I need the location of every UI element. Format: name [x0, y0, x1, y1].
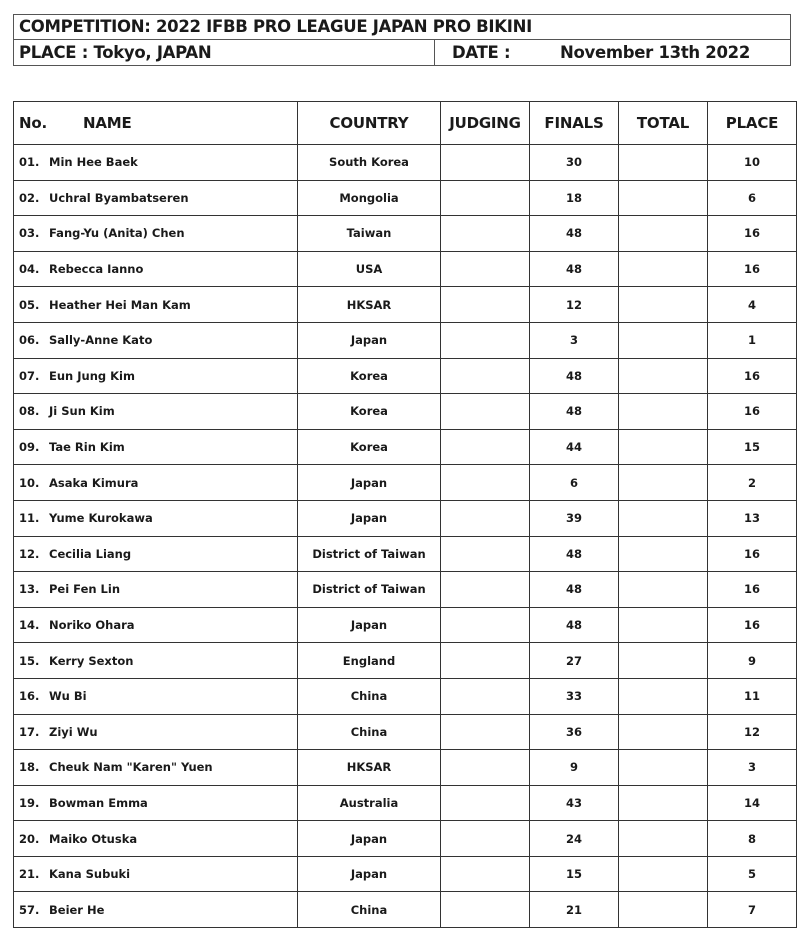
cell-country: HKSAR [298, 287, 441, 323]
competitor-name: Cheuk Nam "Karen" Yuen [49, 760, 213, 775]
competitor-name: Noriko Ohara [49, 618, 135, 633]
table-row [14, 643, 797, 679]
competitor-number: 14. [19, 618, 40, 633]
cell-finals: 43 [530, 785, 619, 821]
competitor-name: Min Hee Baek [49, 155, 138, 170]
cell-judging [441, 180, 530, 216]
cell-place: 2 [708, 465, 797, 501]
cell-total [619, 607, 708, 643]
competitor-number: 04. [19, 262, 40, 277]
cell-name [14, 429, 298, 465]
cell-finals: 48 [530, 251, 619, 287]
competitor-number: 06. [19, 333, 40, 348]
table-row [14, 821, 797, 857]
table-row [14, 892, 797, 928]
cell-place: 3 [708, 750, 797, 786]
cell-place: 9 [708, 643, 797, 679]
competitor-number: 57. [19, 902, 40, 917]
cell-finals: 24 [530, 821, 619, 857]
cell-country: Japan [298, 465, 441, 501]
cell-country: China [298, 714, 441, 750]
cell-place: 6 [708, 180, 797, 216]
cell-judging [441, 643, 530, 679]
cell-judging [441, 145, 530, 181]
cell-judging [441, 322, 530, 358]
cell-name [14, 714, 298, 750]
cell-place: 10 [708, 145, 797, 181]
results-body [14, 145, 797, 928]
column-header-place: PLACE [708, 102, 797, 145]
table-row [14, 750, 797, 786]
date-value: November 13th 2022 [560, 43, 751, 62]
cell-name [14, 287, 298, 323]
table-row [14, 572, 797, 608]
cell-place: 16 [708, 572, 797, 608]
cell-total [619, 856, 708, 892]
cell-name [14, 358, 298, 394]
table-row [14, 180, 797, 216]
table-row [14, 856, 797, 892]
cell-finals: 39 [530, 500, 619, 536]
table-row [14, 322, 797, 358]
cell-name [14, 821, 298, 857]
cell-name [14, 322, 298, 358]
cell-country: District of Taiwan [298, 572, 441, 608]
competition-title: COMPETITION: 2022 IFBB PRO LEAGUE JAPAN PRO BIKINI [14, 15, 790, 40]
cell-total [619, 500, 708, 536]
cell-judging [441, 465, 530, 501]
cell-name [14, 251, 298, 287]
competitor-number: 11. [19, 511, 40, 526]
cell-finals: 27 [530, 643, 619, 679]
competitor-name: Ziyi Wu [49, 724, 98, 739]
competitor-name: Heather Hei Man Kam [49, 297, 191, 312]
cell-name [14, 145, 298, 181]
cell-country: Japan [298, 821, 441, 857]
cell-total [619, 358, 708, 394]
cell-country: USA [298, 251, 441, 287]
cell-finals: 9 [530, 750, 619, 786]
cell-total [619, 572, 708, 608]
competitor-number: 16. [19, 689, 40, 704]
cell-judging [441, 678, 530, 714]
cell-name [14, 536, 298, 572]
competitor-number: 12. [19, 546, 40, 561]
cell-total [619, 785, 708, 821]
cell-finals: 44 [530, 429, 619, 465]
cell-judging [441, 572, 530, 608]
cell-total [619, 394, 708, 430]
competitor-number: 20. [19, 831, 40, 846]
cell-country: Japan [298, 607, 441, 643]
competitor-name: Beier He [49, 902, 105, 917]
competitor-number: 21. [19, 867, 40, 882]
cell-finals: 36 [530, 714, 619, 750]
cell-judging [441, 892, 530, 928]
date-label: DATE : [452, 43, 511, 62]
cell-country: Korea [298, 429, 441, 465]
competitor-name: Uchral Byambatseren [49, 190, 189, 205]
cell-judging [441, 358, 530, 394]
cell-finals: 12 [530, 287, 619, 323]
cell-finals: 15 [530, 856, 619, 892]
cell-judging [441, 429, 530, 465]
cell-total [619, 465, 708, 501]
cell-country: District of Taiwan [298, 536, 441, 572]
cell-total [619, 536, 708, 572]
cell-judging [441, 394, 530, 430]
competitor-number: 09. [19, 440, 40, 455]
table-row [14, 465, 797, 501]
cell-judging [441, 856, 530, 892]
competitor-number: 05. [19, 297, 40, 312]
cell-total [619, 678, 708, 714]
cell-country: Korea [298, 394, 441, 430]
cell-country: Australia [298, 785, 441, 821]
competitor-number: 18. [19, 760, 40, 775]
column-header-country: COUNTRY [298, 102, 441, 145]
cell-name [14, 892, 298, 928]
competitor-number: 10. [19, 475, 40, 490]
cell-place: 11 [708, 678, 797, 714]
cell-judging [441, 714, 530, 750]
cell-finals: 48 [530, 607, 619, 643]
cell-finals: 48 [530, 216, 619, 252]
cell-name [14, 750, 298, 786]
cell-total [619, 180, 708, 216]
cell-name [14, 180, 298, 216]
table-row [14, 394, 797, 430]
column-header-finals: FINALS [530, 102, 619, 145]
cell-country: South Korea [298, 145, 441, 181]
cell-name [14, 216, 298, 252]
competition-place: PLACE : Tokyo, JAPAN [14, 40, 435, 65]
cell-country: Japan [298, 856, 441, 892]
cell-total [619, 750, 708, 786]
cell-total [619, 287, 708, 323]
table-row [14, 145, 797, 181]
table-row [14, 216, 797, 252]
column-header-name [14, 102, 298, 145]
cell-country: England [298, 643, 441, 679]
cell-place: 5 [708, 856, 797, 892]
competitor-name: Fang-Yu (Anita) Chen [49, 226, 185, 241]
cell-finals: 48 [530, 358, 619, 394]
cell-country: Taiwan [298, 216, 441, 252]
competitor-name: Cecilia Liang [49, 546, 132, 561]
competitor-number: 17. [19, 724, 40, 739]
competitor-name: Bowman Emma [49, 795, 148, 810]
competitor-name: Rebecca Ianno [49, 262, 144, 277]
competitor-name: Kana Subuki [49, 867, 131, 882]
cell-finals: 18 [530, 180, 619, 216]
cell-finals: 21 [530, 892, 619, 928]
place-date-row [14, 40, 790, 65]
cell-country: Korea [298, 358, 441, 394]
competitor-number: 13. [19, 582, 40, 597]
cell-total [619, 251, 708, 287]
cell-place: 15 [708, 429, 797, 465]
cell-place: 12 [708, 714, 797, 750]
cell-place: 13 [708, 500, 797, 536]
competitor-name: Tae Rin Kim [49, 440, 125, 455]
cell-judging [441, 607, 530, 643]
column-header-name-label: NAME [83, 114, 132, 132]
competitor-number: 01. [19, 155, 40, 170]
cell-finals: 33 [530, 678, 619, 714]
table-row [14, 358, 797, 394]
competitor-name: Ji Sun Kim [49, 404, 115, 419]
cell-place: 7 [708, 892, 797, 928]
table-row [14, 500, 797, 536]
table-row [14, 429, 797, 465]
competitor-number: 03. [19, 226, 40, 241]
cell-finals: 48 [530, 394, 619, 430]
cell-place: 16 [708, 394, 797, 430]
cell-judging [441, 785, 530, 821]
cell-country: HKSAR [298, 750, 441, 786]
column-header-no: No. [19, 114, 47, 132]
cell-name [14, 643, 298, 679]
cell-country: Japan [298, 322, 441, 358]
cell-total [619, 429, 708, 465]
cell-name [14, 572, 298, 608]
cell-total [619, 892, 708, 928]
competitor-name: Eun Jung Kim [49, 368, 135, 383]
cell-total [619, 145, 708, 181]
cell-country: Mongolia [298, 180, 441, 216]
cell-judging [441, 216, 530, 252]
cell-country: Japan [298, 500, 441, 536]
competitor-number: 15. [19, 653, 40, 668]
cell-judging [441, 500, 530, 536]
cell-total [619, 821, 708, 857]
table-row [14, 287, 797, 323]
cell-judging [441, 536, 530, 572]
competitor-name: Wu Bi [49, 689, 87, 704]
cell-finals: 3 [530, 322, 619, 358]
table-header-row [14, 102, 797, 145]
competitor-name: Pei Fen Lin [49, 582, 121, 597]
table-row [14, 536, 797, 572]
cell-judging [441, 821, 530, 857]
table-row [14, 607, 797, 643]
table-row [14, 678, 797, 714]
competitor-name: Maiko Otuska [49, 831, 138, 846]
cell-place: 16 [708, 358, 797, 394]
competition-header [13, 14, 791, 66]
cell-place: 8 [708, 821, 797, 857]
cell-place: 1 [708, 322, 797, 358]
cell-finals: 6 [530, 465, 619, 501]
competitor-name: Yume Kurokawa [49, 511, 153, 526]
cell-country: China [298, 678, 441, 714]
cell-total [619, 643, 708, 679]
competitor-number: 19. [19, 795, 40, 810]
cell-judging [441, 287, 530, 323]
cell-total [619, 714, 708, 750]
cell-name [14, 856, 298, 892]
cell-place: 14 [708, 785, 797, 821]
cell-place: 4 [708, 287, 797, 323]
cell-name [14, 607, 298, 643]
table-row [14, 251, 797, 287]
cell-name [14, 678, 298, 714]
cell-place: 16 [708, 216, 797, 252]
competitor-name: Asaka Kimura [49, 475, 139, 490]
column-header-judging: JUDGING [441, 102, 530, 145]
cell-country: China [298, 892, 441, 928]
cell-judging [441, 251, 530, 287]
table-row [14, 714, 797, 750]
table-row [14, 785, 797, 821]
cell-finals: 30 [530, 145, 619, 181]
cell-name [14, 465, 298, 501]
cell-name [14, 785, 298, 821]
competitor-name: Kerry Sexton [49, 653, 134, 668]
cell-place: 16 [708, 251, 797, 287]
competitor-number: 02. [19, 190, 40, 205]
column-header-total: TOTAL [619, 102, 708, 145]
cell-judging [441, 750, 530, 786]
cell-finals: 48 [530, 572, 619, 608]
cell-total [619, 216, 708, 252]
cell-finals: 48 [530, 536, 619, 572]
competitor-name: Sally-Anne Kato [49, 333, 153, 348]
cell-total [619, 322, 708, 358]
cell-place: 16 [708, 607, 797, 643]
results-table [13, 101, 797, 928]
competitor-number: 08. [19, 404, 40, 419]
competitor-number: 07. [19, 368, 40, 383]
cell-name [14, 500, 298, 536]
cell-name [14, 394, 298, 430]
cell-place: 16 [708, 536, 797, 572]
